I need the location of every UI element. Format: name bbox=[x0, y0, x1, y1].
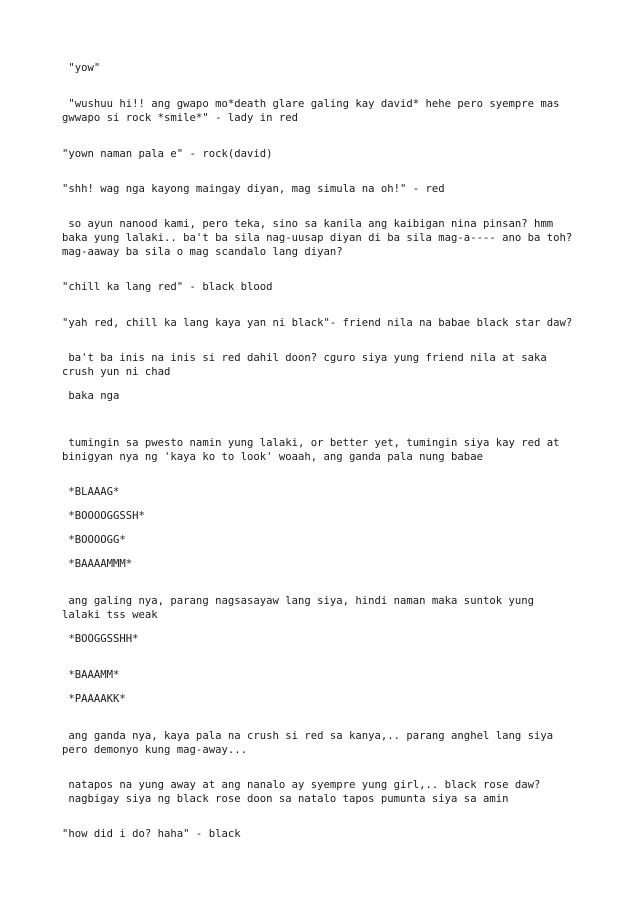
text-line: nagbigay siya ng black rose doon sa natalo tapos pumunta siya sa amin bbox=[62, 793, 509, 805]
text-line: "shh! wag nga kayong maingay diyan, mag simula na oh!" - red bbox=[62, 183, 445, 195]
text-line: "yow" bbox=[62, 62, 101, 74]
text-line: *BLAAAG* bbox=[62, 486, 120, 498]
text-line: natapos na yung away at ang nanalo ay syempre yung girl,.. black rose daw? bbox=[62, 779, 541, 791]
text-line: tumingin sa pwesto namin yung lalaki, or better yet, tumingin siya kay red at bbox=[62, 437, 560, 449]
text-line: "yown naman pala e" - rock(david) bbox=[62, 148, 273, 160]
text-line: *BOOGGSSHH* bbox=[62, 633, 139, 645]
text-line: *BAAAAMMM* bbox=[62, 558, 133, 570]
text-line: mag-aaway ba sila o mag scandalo lang diyan? bbox=[62, 246, 343, 258]
text-line: crush yun ni chad bbox=[62, 366, 171, 378]
text-line: gwwapo si rock *smile*" - lady in red bbox=[62, 112, 298, 124]
text-line: binigyan nya ng 'kaya ko to look' woaah, ang ganda pala nung babae bbox=[62, 451, 483, 463]
text-line: "chill ka lang red" - black blood bbox=[62, 281, 273, 293]
text-line: baka yung lalaki.. ba't ba sila nag-uusap diyan di ba sila mag-a---- ano ba toh? bbox=[62, 232, 573, 244]
text-line: ba't ba inis na inis si red dahil doon? cguro siya yung friend nila at saka bbox=[62, 352, 547, 364]
text-line: *BOOOOGGSSH* bbox=[62, 510, 145, 522]
text-line: lalaki tss weak bbox=[62, 609, 158, 621]
text-line: so ayun nanood kami, pero teka, sino sa kanila ang kaibigan nina pinsan? hmm bbox=[62, 218, 554, 230]
text-line: ang ganda nya, kaya pala na crush si red sa kanya,.. parang anghel lang siya bbox=[62, 730, 554, 742]
text-line: ang galing nya, parang nagsasayaw lang siya, hindi naman maka suntok yung bbox=[62, 595, 534, 607]
text-line: "yah red, chill ka lang kaya yan ni black"- friend nila na babae black star daw? bbox=[62, 317, 573, 329]
text-line: baka nga bbox=[62, 390, 120, 402]
text-line: *BOOOOGG* bbox=[62, 534, 126, 546]
text-line: pero demonyo kung mag-away... bbox=[62, 744, 247, 756]
text-line: *PAAAAKK* bbox=[62, 693, 126, 705]
text-line: "how did i do? haha" - black bbox=[62, 828, 241, 840]
text-line: *BAAAMM* bbox=[62, 669, 120, 681]
text-line: "wushuu hi!! ang gwapo mo*death glare galing kay david* hehe pero syempre mas bbox=[62, 98, 560, 110]
